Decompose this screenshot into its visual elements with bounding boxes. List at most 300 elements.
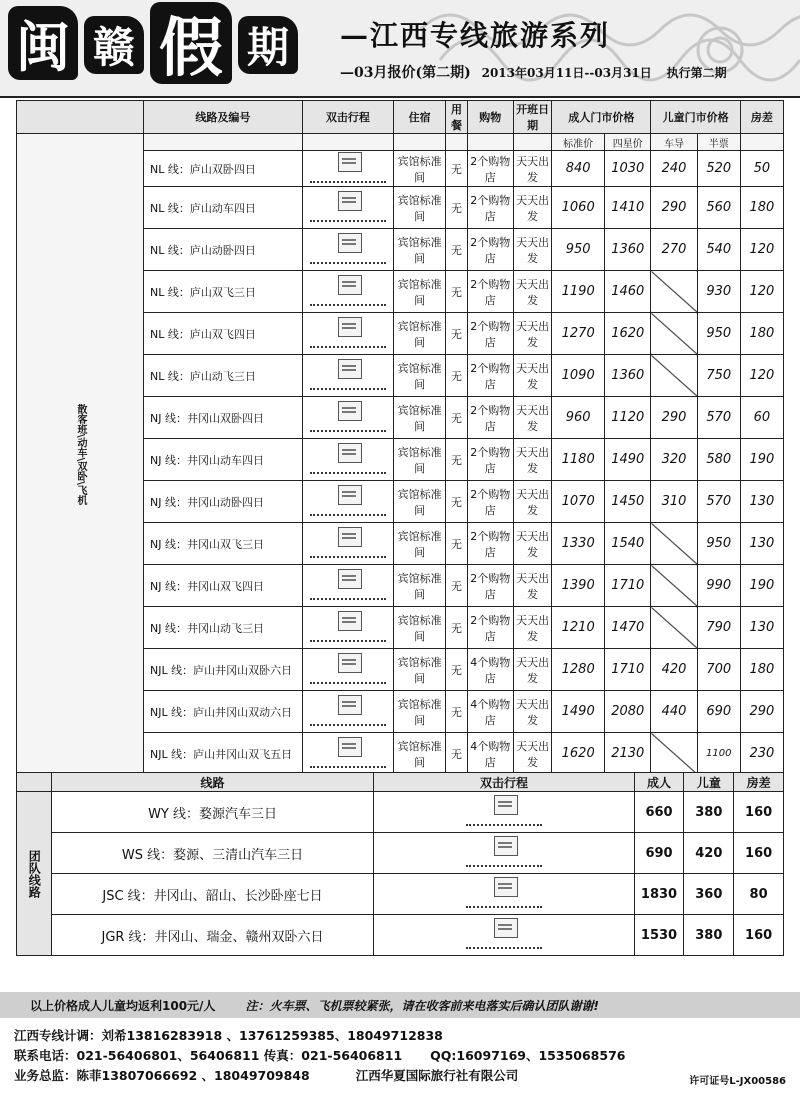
- adult-star-price: 1450: [605, 481, 651, 523]
- adult-std-price: 840: [552, 151, 605, 187]
- group-row: [17, 874, 784, 915]
- meal: 无: [446, 229, 467, 271]
- room-diff: 120: [740, 271, 783, 313]
- itinerary-cell: [302, 607, 393, 649]
- adult-star-price: 2130: [605, 733, 651, 775]
- child-car-price: 310: [651, 481, 697, 523]
- doc-caption-mark: [310, 382, 386, 390]
- doc-caption-mark: [310, 592, 386, 600]
- itinerary-doc-icon[interactable]: [308, 442, 388, 474]
- itinerary-doc-icon[interactable]: [308, 568, 388, 600]
- group-route-name: WS 线：婺源、三清山汽车三日: [51, 833, 374, 874]
- group-adult-price: 660: [634, 792, 684, 833]
- doc-icon: [338, 191, 362, 211]
- itinerary-doc-icon[interactable]: [308, 736, 388, 768]
- itinerary-cell: [302, 271, 393, 313]
- group-child-price: 380: [684, 792, 734, 833]
- child-half-price: 580: [697, 439, 740, 481]
- child-car-price: 420: [651, 649, 697, 691]
- shopping: 2个购物店: [467, 355, 513, 397]
- depart: 天天出发: [513, 481, 551, 523]
- group-route-name: JGR 线：井冈山、瑞金、赣州双卧六日: [51, 915, 374, 956]
- itinerary-doc-icon[interactable]: [308, 232, 388, 264]
- child-half-price: 930: [697, 271, 740, 313]
- route-name: NJL 线：庐山井冈山双动六日: [144, 691, 303, 733]
- adult-star-price: 1410: [605, 187, 651, 229]
- hotel: 宾馆标准间: [393, 691, 445, 733]
- itinerary-doc-icon[interactable]: [464, 917, 544, 949]
- sub-empty: [467, 134, 513, 151]
- meal: 无: [446, 397, 467, 439]
- itinerary-cell: [302, 649, 393, 691]
- meal: 无: [446, 355, 467, 397]
- meal: 无: [446, 733, 467, 775]
- room-diff: 130: [740, 523, 783, 565]
- group-itinerary-cell: [374, 833, 634, 874]
- group-adult-price: 1830: [634, 874, 684, 915]
- itinerary-cell: [302, 313, 393, 355]
- meal: 无: [446, 151, 467, 187]
- route-name: NL 线：庐山双飞四日: [144, 313, 303, 355]
- doc-icon: [338, 611, 362, 631]
- group-child-price: 360: [684, 874, 734, 915]
- group-tours-table: [16, 772, 784, 956]
- doc-caption-mark: [310, 175, 386, 183]
- contact-line-1: 江西专线计调：刘希13816283918 、13761259385、18049712838: [14, 1028, 443, 1043]
- child-half-price: 950: [697, 313, 740, 355]
- route-name: NL 线：庐山双飞三日: [144, 271, 303, 313]
- doc-icon: [338, 443, 362, 463]
- depart: 天天出发: [513, 229, 551, 271]
- child-half-price: 690: [697, 691, 740, 733]
- route-name: NL 线：庐山动卧四日: [144, 229, 303, 271]
- phone-fax: 联系电话：021-56406801、56406811 传真：021-56406811: [14, 1048, 403, 1063]
- doc-icon: [494, 877, 518, 897]
- itinerary-doc-icon[interactable]: [308, 610, 388, 642]
- route-name: NJ 线：井冈山双飞四日: [144, 565, 303, 607]
- hotel: 宾馆标准间: [393, 523, 445, 565]
- hotel: 宾馆标准间: [393, 187, 445, 229]
- doc-caption-mark: [310, 676, 386, 684]
- company-name: 江西华夏国际旅行社有限公司: [355, 1068, 519, 1083]
- contact-footer: [14, 1026, 794, 1086]
- group-row: [17, 833, 784, 874]
- group-room-diff: 80: [734, 874, 784, 915]
- doc-icon: [494, 836, 518, 856]
- brand-char-1: 闽: [8, 6, 78, 80]
- child-car-empty: [651, 733, 697, 775]
- room-diff: 130: [740, 607, 783, 649]
- adult-star-price: 1120: [605, 397, 651, 439]
- itinerary-doc-icon[interactable]: [308, 274, 388, 306]
- doc-caption-mark: [310, 298, 386, 306]
- group-room-diff: 160: [734, 792, 784, 833]
- depart: 天天出发: [513, 649, 551, 691]
- child-car-empty: [651, 355, 697, 397]
- meal: 无: [446, 649, 467, 691]
- doc-caption-mark: [466, 818, 542, 826]
- th2-adult: 成人: [634, 773, 684, 792]
- sub-empty: [144, 134, 303, 151]
- th-itinerary: 双击行程: [302, 101, 393, 134]
- th-meal: 用餐: [446, 101, 467, 134]
- brand-char-3: 假: [150, 2, 232, 84]
- sub-empty: [513, 134, 551, 151]
- adult-std-price: 1490: [552, 691, 605, 733]
- sub-empty: [302, 134, 393, 151]
- shopping: 2个购物店: [467, 151, 513, 187]
- doc-icon: [338, 695, 362, 715]
- child-car-empty: [651, 313, 697, 355]
- group-route-name: JSC 线：井冈山、韶山、长沙卧座七日: [51, 874, 374, 915]
- doc-icon: [338, 527, 362, 547]
- doc-icon: [338, 485, 362, 505]
- child-half-price: 700: [697, 649, 740, 691]
- price-subheader: 半票: [697, 134, 740, 151]
- group-itinerary-cell: [374, 915, 634, 956]
- doc-caption-mark: [310, 340, 386, 348]
- doc-caption-mark: [310, 718, 386, 726]
- contact-line-3: [14, 1066, 794, 1086]
- shopping: 2个购物店: [467, 271, 513, 313]
- itinerary-doc-icon[interactable]: [308, 652, 388, 684]
- sub-empty: [740, 134, 783, 151]
- doc-icon: [338, 569, 362, 589]
- group-adult-price: 1530: [634, 915, 684, 956]
- itinerary-doc-icon[interactable]: [464, 794, 544, 826]
- group-itinerary-cell: [374, 792, 634, 833]
- th2-child: 儿童: [684, 773, 734, 792]
- side-label-group: 团队线路: [17, 792, 52, 956]
- doc-icon: [338, 275, 362, 295]
- adult-std-price: 1280: [552, 649, 605, 691]
- doc-icon: [338, 152, 362, 172]
- route-name: NJL 线：庐山井冈山双卧六日: [144, 649, 303, 691]
- group-room-diff: 160: [734, 915, 784, 956]
- corner-cell: [17, 101, 144, 134]
- child-car-price: 320: [651, 439, 697, 481]
- shopping: 2个购物店: [467, 439, 513, 481]
- route-name: NJ 线：井冈山双卧四日: [144, 397, 303, 439]
- brand-logo: [8, 6, 298, 84]
- doc-icon: [338, 233, 362, 253]
- doc-caption-mark: [310, 424, 386, 432]
- sub-empty: [446, 134, 467, 151]
- adult-std-price: 1190: [552, 271, 605, 313]
- group-room-diff: 160: [734, 833, 784, 874]
- price-subheader: 车导: [651, 134, 697, 151]
- depart: 天天出发: [513, 151, 551, 187]
- depart: 天天出发: [513, 187, 551, 229]
- doc-icon: [338, 359, 362, 379]
- itinerary-cell: [302, 691, 393, 733]
- shopping: 2个购物店: [467, 523, 513, 565]
- meal: 无: [446, 607, 467, 649]
- depart: 天天出发: [513, 355, 551, 397]
- notes-bar: [0, 992, 800, 1018]
- meal: 无: [446, 271, 467, 313]
- group-adult-price: 690: [634, 833, 684, 874]
- itinerary-cell: [302, 355, 393, 397]
- doc-caption-mark: [310, 634, 386, 642]
- hotel: 宾馆标准间: [393, 151, 445, 187]
- itinerary-doc-icon[interactable]: [308, 316, 388, 348]
- child-half-price: 790: [697, 607, 740, 649]
- hotel: 宾馆标准间: [393, 355, 445, 397]
- route-name: NL 线：庐山双卧四日: [144, 151, 303, 187]
- itinerary-cell: [302, 151, 393, 187]
- child-car-price: 440: [651, 691, 697, 733]
- room-diff: 290: [740, 691, 783, 733]
- route-name: NL 线：庐山动飞三日: [144, 355, 303, 397]
- permit-number: 许可证号L-JX00586: [689, 1076, 786, 1087]
- room-diff: 180: [740, 649, 783, 691]
- room-diff: 190: [740, 439, 783, 481]
- route-name: NJ 线：井冈山动飞三日: [144, 607, 303, 649]
- adult-star-price: 1710: [605, 649, 651, 691]
- adult-star-price: 1360: [605, 355, 651, 397]
- adult-std-price: 1270: [552, 313, 605, 355]
- hotel: 宾馆标准间: [393, 649, 445, 691]
- sub-empty: [393, 134, 445, 151]
- group-row: [17, 792, 784, 833]
- room-diff: 60: [740, 397, 783, 439]
- route-name: NJ 线：井冈山双飞三日: [144, 523, 303, 565]
- itinerary-doc-icon[interactable]: [308, 526, 388, 558]
- meal: 无: [446, 439, 467, 481]
- contact-line-2: [14, 1046, 794, 1066]
- doc-caption-mark: [310, 214, 386, 222]
- adult-star-price: 1460: [605, 271, 651, 313]
- adult-std-price: 950: [552, 229, 605, 271]
- doc-caption-mark: [466, 859, 542, 867]
- room-diff: 120: [740, 229, 783, 271]
- child-car-empty: [651, 271, 697, 313]
- group-route-name: WY 线：婺源汽车三日: [51, 792, 374, 833]
- depart: 天天出发: [513, 691, 551, 733]
- shopping: 2个购物店: [467, 397, 513, 439]
- shopping: 2个购物店: [467, 481, 513, 523]
- shopping: 2个购物店: [467, 187, 513, 229]
- child-half-price: 990: [697, 565, 740, 607]
- price-subheader-row: [17, 134, 784, 151]
- room-diff: 130: [740, 481, 783, 523]
- doc-icon: [494, 918, 518, 938]
- shopping: 2个购物店: [467, 607, 513, 649]
- hotel: 宾馆标准间: [393, 565, 445, 607]
- hotel: 宾馆标准间: [393, 271, 445, 313]
- depart: 天天出发: [513, 271, 551, 313]
- adult-std-price: 1180: [552, 439, 605, 481]
- child-half-price: 570: [697, 481, 740, 523]
- child-half-price: 560: [697, 187, 740, 229]
- itinerary-doc-icon[interactable]: [464, 876, 544, 908]
- th-room-diff: 房差: [740, 101, 783, 134]
- th2-route: 线路: [51, 773, 374, 792]
- itinerary-cell: [302, 187, 393, 229]
- shopping: 2个购物店: [467, 565, 513, 607]
- room-diff: 190: [740, 565, 783, 607]
- adult-std-price: 1070: [552, 481, 605, 523]
- hotel: 宾馆标准间: [393, 397, 445, 439]
- itinerary-cell: [302, 439, 393, 481]
- page-subtitle: [340, 62, 727, 82]
- adult-std-price: 1090: [552, 355, 605, 397]
- shopping: 2个购物店: [467, 313, 513, 355]
- adult-star-price: 1540: [605, 523, 651, 565]
- hotel: 宾馆标准间: [393, 607, 445, 649]
- price-subheader: 标准价: [552, 134, 605, 151]
- doc-caption-mark: [466, 900, 542, 908]
- th2-itinerary: 双击行程: [374, 773, 634, 792]
- route-name: NJL 线：庐山井冈山双飞五日: [144, 733, 303, 775]
- th-hotel: 住宿: [393, 101, 445, 134]
- adult-star-price: 2080: [605, 691, 651, 733]
- shopping: 2个购物店: [467, 229, 513, 271]
- child-car-price: 240: [651, 151, 697, 187]
- date-range: 2013年03月11日--03月31日: [481, 66, 652, 80]
- itinerary-cell: [302, 523, 393, 565]
- child-half-price: 570: [697, 397, 740, 439]
- child-car-price: 270: [651, 229, 697, 271]
- th-child-price: 儿童门市价格: [651, 101, 740, 134]
- exec-note: 执行第二期: [666, 66, 727, 80]
- child-car-empty: [651, 523, 697, 565]
- subtitle-text: —03月报价(第二期): [340, 65, 471, 81]
- room-diff: 50: [740, 151, 783, 187]
- itinerary-doc-icon[interactable]: [308, 694, 388, 726]
- director: 业务总监：陈菲13807066692 、18049709848: [14, 1068, 310, 1083]
- route-name: NL 线：庐山动车四日: [144, 187, 303, 229]
- th-route: 线路及编号: [144, 101, 303, 134]
- hotel: 宾馆标准间: [393, 229, 445, 271]
- itinerary-doc-icon[interactable]: [308, 358, 388, 390]
- hotel: 宾馆标准间: [393, 313, 445, 355]
- meal: 无: [446, 691, 467, 733]
- group-row: [17, 915, 784, 956]
- th-shop: 购物: [467, 101, 513, 134]
- child-half-price: 750: [697, 355, 740, 397]
- corner-cell-2: [17, 773, 52, 792]
- page-title: —江西专线旅游系列: [340, 19, 611, 52]
- shopping: 4个购物店: [467, 691, 513, 733]
- warning-note: 注：火车票、飞机票较紧张，请在收客前来电落实后确认团队谢谢!: [245, 998, 599, 1013]
- qq-numbers: QQ:16097169、1535068576: [430, 1048, 626, 1063]
- itinerary-cell: [302, 229, 393, 271]
- hotel: 宾馆标准间: [393, 733, 445, 775]
- child-half-price: 520: [697, 151, 740, 187]
- adult-star-price: 1710: [605, 565, 651, 607]
- adult-star-price: 1620: [605, 313, 651, 355]
- itinerary-doc-icon[interactable]: [308, 151, 388, 183]
- doc-caption-mark: [466, 941, 542, 949]
- group-child-price: 420: [684, 833, 734, 874]
- side-label-individual: 散客班\动车\双卧\飞机: [17, 134, 144, 775]
- meal: 无: [446, 565, 467, 607]
- adult-star-price: 1030: [605, 151, 651, 187]
- meal: 无: [446, 313, 467, 355]
- doc-caption-mark: [310, 550, 386, 558]
- adult-star-price: 1470: [605, 607, 651, 649]
- doc-icon: [338, 401, 362, 421]
- adult-star-price: 1360: [605, 229, 651, 271]
- depart: 天天出发: [513, 523, 551, 565]
- route-name: NJ 线：井冈山动车四日: [144, 439, 303, 481]
- group-child-price: 380: [684, 915, 734, 956]
- brand-char-4: 期: [238, 16, 298, 74]
- itinerary-doc-icon[interactable]: [308, 190, 388, 222]
- brand-char-2: 赣: [84, 16, 144, 74]
- header-banner: [0, 0, 800, 98]
- child-car-price: 290: [651, 397, 697, 439]
- child-half-price: 540: [697, 229, 740, 271]
- doc-icon: [338, 737, 362, 757]
- doc-caption-mark: [310, 760, 386, 768]
- shopping: 4个购物店: [467, 733, 513, 775]
- itinerary-cell: [302, 397, 393, 439]
- child-half-price: 1100: [697, 733, 740, 775]
- th-adult-price: 成人门市价格: [552, 101, 651, 134]
- hotel: 宾馆标准间: [393, 439, 445, 481]
- doc-caption-mark: [310, 508, 386, 516]
- child-car-empty: [651, 565, 697, 607]
- doc-icon: [494, 795, 518, 815]
- doc-icon: [338, 317, 362, 337]
- child-car-empty: [651, 607, 697, 649]
- depart: 天天出发: [513, 565, 551, 607]
- adult-std-price: 1620: [552, 733, 605, 775]
- itinerary-doc-icon[interactable]: [308, 484, 388, 516]
- itinerary-cell: [302, 565, 393, 607]
- depart: 天天出发: [513, 607, 551, 649]
- itinerary-doc-icon[interactable]: [464, 835, 544, 867]
- adult-std-price: 1390: [552, 565, 605, 607]
- meal: 无: [446, 187, 467, 229]
- individual-tours-table: [16, 100, 784, 775]
- th2-diff: 房差: [734, 773, 784, 792]
- th-depart: 开班日期: [513, 101, 551, 134]
- depart: 天天出发: [513, 439, 551, 481]
- child-car-price: 290: [651, 187, 697, 229]
- hotel: 宾馆标准间: [393, 481, 445, 523]
- room-diff: 180: [740, 187, 783, 229]
- doc-caption-mark: [310, 256, 386, 264]
- itinerary-cell: [302, 481, 393, 523]
- adult-std-price: 1330: [552, 523, 605, 565]
- price-subheader: 四星价: [605, 134, 651, 151]
- itinerary-cell: [302, 733, 393, 775]
- adult-std-price: 1210: [552, 607, 605, 649]
- room-diff: 120: [740, 355, 783, 397]
- child-half-price: 950: [697, 523, 740, 565]
- meal: 无: [446, 481, 467, 523]
- depart: 天天出发: [513, 313, 551, 355]
- depart: 天天出发: [513, 397, 551, 439]
- rebate-note: 以上价格成人儿童均返利100元/人: [30, 998, 216, 1013]
- doc-icon: [338, 653, 362, 673]
- room-diff: 230: [740, 733, 783, 775]
- adult-star-price: 1490: [605, 439, 651, 481]
- depart: 天天出发: [513, 733, 551, 775]
- route-name: NJ 线：井冈山动卧四日: [144, 481, 303, 523]
- adult-std-price: 1060: [552, 187, 605, 229]
- room-diff: 180: [740, 313, 783, 355]
- meal: 无: [446, 523, 467, 565]
- adult-std-price: 960: [552, 397, 605, 439]
- group-itinerary-cell: [374, 874, 634, 915]
- shopping: 4个购物店: [467, 649, 513, 691]
- itinerary-doc-icon[interactable]: [308, 400, 388, 432]
